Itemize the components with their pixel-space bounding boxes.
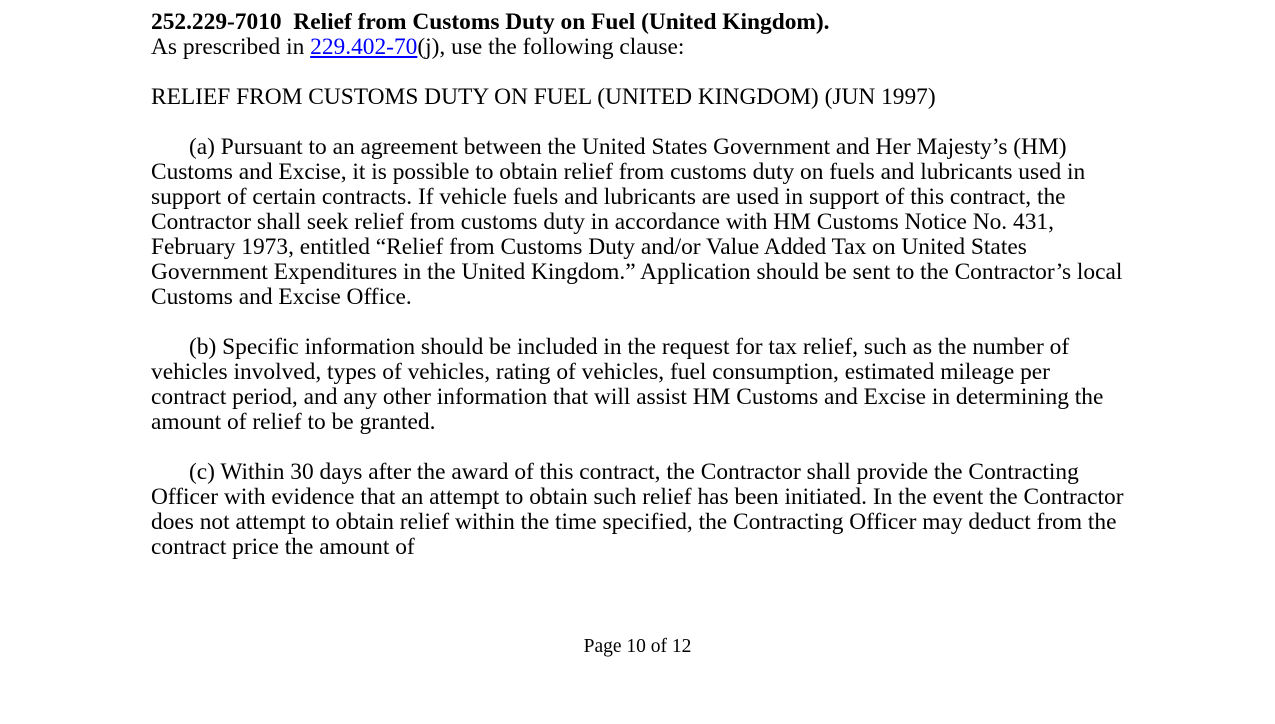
prescription-text-before: As prescribed in bbox=[151, 34, 311, 60]
paragraph-b: (b) Specific information should be included in the request for tax relief, such as the number of vehicles involved, types of vehicles, rating of vehicles, fuel consumption, estimated mileage per contract period, and any other information that will assist HM Customs and Excise in determining the amount of relief to be granted. bbox=[151, 334, 1104, 435]
paragraph-c: (c) Within 30 days after the award of this contract, the Contractor shall provide the Contracting Officer with evidence that an attempt to obtain such relief has been initiated. In the event the Contractor does not attempt to obtain relief within the time specified, the Contracting Officer may deduct from the contract price the amount of bbox=[151, 459, 1124, 560]
section-number: 252.229-7010 bbox=[151, 9, 282, 35]
document-page bbox=[151, 10, 1131, 560]
section-heading bbox=[151, 10, 1131, 35]
page-number-footer: Page 10 of 12 bbox=[583, 636, 692, 657]
paragraph-a: (a) Pursuant to an agreement between the United States Government and Her Majesty’s (HM) Customs and Excise, it is possible to obtain relief from customs duty on fuels and lubricants used in support of certain contracts. If vehicle fuels and lubricants are used in support of this contract, the Contractor shall seek relief from customs duty in accordance with HM Customs Notice No. 431, February 1973, entitled “Relief from Customs Duty and/or Value Added Tax on United States Government Expenditures in the United Kingdom.” Application should be sent to the Contractor’s local Customs and Excise Office. bbox=[151, 134, 1123, 310]
section-title: Relief from Customs Duty on Fuel (United Kingdom). bbox=[293, 9, 830, 35]
clause-title: RELIEF FROM CUSTOMS DUTY ON FUEL (UNITED KINGDOM) (JUN 1997) bbox=[151, 84, 936, 110]
prescription-text-after: (j), use the following clause: bbox=[417, 34, 685, 60]
regulation-link[interactable]: 229.402-70 bbox=[310, 34, 418, 60]
prescription-line bbox=[151, 35, 1131, 60]
